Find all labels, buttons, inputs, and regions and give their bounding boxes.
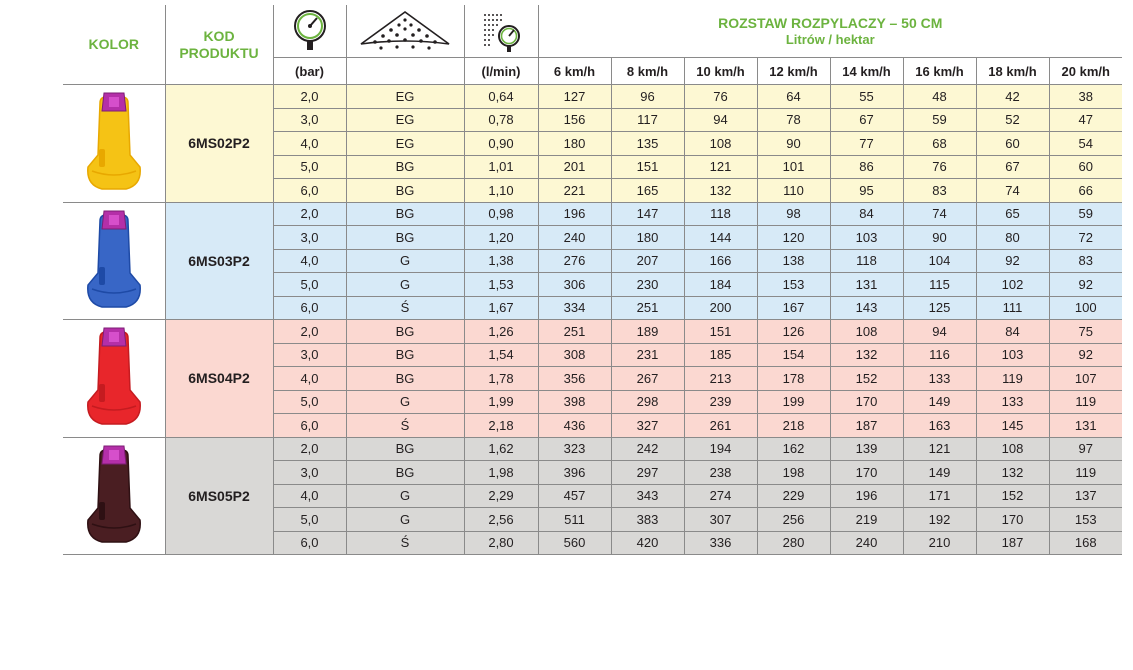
rate-value: 240 — [538, 226, 611, 250]
rate-value: 187 — [830, 414, 903, 438]
rate-value: 126 — [757, 320, 830, 344]
rate-value: 84 — [976, 320, 1049, 344]
rate-value: 83 — [1049, 249, 1122, 273]
pressure-gauge-icon — [293, 9, 327, 53]
rate-value: 118 — [684, 202, 757, 226]
pressure-value: 4,0 — [273, 484, 346, 508]
rate-value: 199 — [757, 390, 830, 414]
rate-value: 83 — [903, 179, 976, 203]
pressure-value: 3,0 — [273, 343, 346, 367]
rate-value: 170 — [830, 461, 903, 485]
nozzle-image-cell — [63, 320, 165, 438]
speed-header: 8 km/h — [611, 58, 684, 85]
rate-value: 153 — [757, 273, 830, 297]
rate-value: 251 — [611, 296, 684, 320]
rate-value: 180 — [611, 226, 684, 250]
rate-value: 120 — [757, 226, 830, 250]
droplet-class: EG — [346, 132, 464, 156]
rate-value: 154 — [757, 343, 830, 367]
pressure-header — [273, 5, 346, 58]
rate-value: 67 — [976, 155, 1049, 179]
droplet-class: Ś — [346, 531, 464, 555]
rate-value: 117 — [611, 108, 684, 132]
rate-value: 187 — [976, 531, 1049, 555]
pressure-value: 4,0 — [273, 367, 346, 391]
rate-value: 121 — [684, 155, 757, 179]
rate-value: 167 — [757, 296, 830, 320]
droplet-class: BG — [346, 202, 464, 226]
rate-value: 133 — [976, 390, 1049, 414]
rate-value: 280 — [757, 531, 830, 555]
table-row — [63, 320, 1122, 344]
rate-value: 110 — [757, 179, 830, 203]
kod-header-line2: PRODUKTU — [179, 44, 259, 61]
table-row — [63, 437, 1122, 461]
rate-value: 42 — [976, 85, 1049, 109]
rate-value: 55 — [830, 85, 903, 109]
rate-value: 119 — [1049, 461, 1122, 485]
flow-value: 2,29 — [464, 484, 538, 508]
flow-value: 1,54 — [464, 343, 538, 367]
speed-header: 18 km/h — [976, 58, 1049, 85]
nozzle-image-cell — [63, 437, 165, 555]
product-code: 6MS02P2 — [165, 85, 273, 203]
rate-value: 104 — [903, 249, 976, 273]
pressure-value: 2,0 — [273, 85, 346, 109]
flow-value: 1,78 — [464, 367, 538, 391]
rate-value: 38 — [1049, 85, 1122, 109]
pressure-value: 6,0 — [273, 179, 346, 203]
rate-value: 297 — [611, 461, 684, 485]
pressure-value: 6,0 — [273, 531, 346, 555]
rate-value: 327 — [611, 414, 684, 438]
flow-value: 1,10 — [464, 179, 538, 203]
rate-value: 133 — [903, 367, 976, 391]
rate-value: 75 — [1049, 320, 1122, 344]
spray-pattern-icon — [355, 8, 455, 54]
flow-value: 0,90 — [464, 132, 538, 156]
pressure-value: 6,0 — [273, 414, 346, 438]
droplet-class: BG — [346, 367, 464, 391]
flow-value: 1,67 — [464, 296, 538, 320]
droplet-class: BG — [346, 461, 464, 485]
rate-value: 108 — [830, 320, 903, 344]
droplet-class: BG — [346, 226, 464, 250]
rate-value: 152 — [830, 367, 903, 391]
rate-value: 239 — [684, 390, 757, 414]
droplet-class: G — [346, 273, 464, 297]
nozzle-icon — [82, 324, 146, 432]
rate-value: 261 — [684, 414, 757, 438]
rate-value: 127 — [538, 85, 611, 109]
flow-rate-icon — [479, 9, 523, 53]
rate-value: 230 — [611, 273, 684, 297]
rate-value: 54 — [1049, 132, 1122, 156]
flow-value: 2,80 — [464, 531, 538, 555]
table-row — [63, 202, 1122, 226]
rate-value: 132 — [830, 343, 903, 367]
speed-header: 6 km/h — [538, 58, 611, 85]
rate-value: 94 — [903, 320, 976, 344]
flow-value: 0,78 — [464, 108, 538, 132]
kolor-header: KOLOR — [63, 5, 165, 85]
rate-value: 121 — [903, 437, 976, 461]
kod-header-line1: KOD — [203, 27, 235, 44]
rate-value: 162 — [757, 437, 830, 461]
rate-value: 115 — [903, 273, 976, 297]
flow-value: 0,64 — [464, 85, 538, 109]
droplet-class: EG — [346, 85, 464, 109]
rate-value: 60 — [1049, 155, 1122, 179]
rate-value: 74 — [903, 202, 976, 226]
rate-value: 138 — [757, 249, 830, 273]
rate-value: 396 — [538, 461, 611, 485]
flow-value: 1,20 — [464, 226, 538, 250]
rate-value: 251 — [538, 320, 611, 344]
rate-value: 65 — [976, 202, 1049, 226]
nozzle-image-cell — [63, 202, 165, 320]
rate-value: 152 — [976, 484, 1049, 508]
rate-value: 116 — [903, 343, 976, 367]
rate-value: 95 — [830, 179, 903, 203]
rate-value: 64 — [757, 85, 830, 109]
rate-value: 131 — [1049, 414, 1122, 438]
rate-value: 137 — [1049, 484, 1122, 508]
rate-value: 103 — [830, 226, 903, 250]
speed-header: 12 km/h — [757, 58, 830, 85]
rate-value: 170 — [976, 508, 1049, 532]
droplet-class: G — [346, 508, 464, 532]
rate-value: 189 — [611, 320, 684, 344]
rate-value: 76 — [903, 155, 976, 179]
flow-value: 1,01 — [464, 155, 538, 179]
rate-value: 240 — [830, 531, 903, 555]
rate-value: 343 — [611, 484, 684, 508]
product-code: 6MS03P2 — [165, 202, 273, 320]
unit-lmin: (l/min) — [464, 58, 538, 85]
rate-value: 86 — [830, 155, 903, 179]
rate-value: 149 — [903, 461, 976, 485]
rate-value: 47 — [1049, 108, 1122, 132]
rate-value: 171 — [903, 484, 976, 508]
rate-value: 135 — [611, 132, 684, 156]
flow-value: 1,99 — [464, 390, 538, 414]
rate-value: 267 — [611, 367, 684, 391]
rate-value: 125 — [903, 296, 976, 320]
droplet-class: Ś — [346, 296, 464, 320]
pressure-value: 5,0 — [273, 273, 346, 297]
rate-value: 60 — [976, 132, 1049, 156]
rate-value: 101 — [757, 155, 830, 179]
pressure-value: 2,0 — [273, 320, 346, 344]
rate-value: 256 — [757, 508, 830, 532]
speed-header: 10 km/h — [684, 58, 757, 85]
rate-value: 74 — [976, 179, 1049, 203]
rate-value: 308 — [538, 343, 611, 367]
rate-value: 178 — [757, 367, 830, 391]
flow-value: 1,26 — [464, 320, 538, 344]
pressure-value: 5,0 — [273, 390, 346, 414]
rate-value: 156 — [538, 108, 611, 132]
rate-value: 356 — [538, 367, 611, 391]
rate-value: 238 — [684, 461, 757, 485]
rate-value: 92 — [1049, 343, 1122, 367]
rate-value: 168 — [1049, 531, 1122, 555]
rate-value: 231 — [611, 343, 684, 367]
rate-value: 298 — [611, 390, 684, 414]
rate-value: 184 — [684, 273, 757, 297]
rate-value: 213 — [684, 367, 757, 391]
pressure-value: 4,0 — [273, 132, 346, 156]
droplet-class: BG — [346, 179, 464, 203]
rate-value: 218 — [757, 414, 830, 438]
pressure-value: 3,0 — [273, 226, 346, 250]
rate-value: 196 — [538, 202, 611, 226]
rate-value: 163 — [903, 414, 976, 438]
rate-value: 185 — [684, 343, 757, 367]
rate-value: 108 — [684, 132, 757, 156]
rate-value: 111 — [976, 296, 1049, 320]
rate-value: 144 — [684, 226, 757, 250]
rate-value: 242 — [611, 437, 684, 461]
rate-value: 102 — [976, 273, 1049, 297]
rate-value: 84 — [830, 202, 903, 226]
flow-value: 1,62 — [464, 437, 538, 461]
rate-value: 118 — [830, 249, 903, 273]
unit-spray — [346, 58, 464, 85]
droplet-class: BG — [346, 155, 464, 179]
rate-value: 119 — [976, 367, 1049, 391]
rate-value: 149 — [903, 390, 976, 414]
kod-produktu-header — [165, 5, 273, 85]
rate-value: 336 — [684, 531, 757, 555]
nozzle-image-cell — [63, 85, 165, 203]
pressure-value: 5,0 — [273, 508, 346, 532]
droplet-class: EG — [346, 108, 464, 132]
rate-value: 229 — [757, 484, 830, 508]
pressure-value: 4,0 — [273, 249, 346, 273]
rate-value: 132 — [976, 461, 1049, 485]
rate-value: 207 — [611, 249, 684, 273]
rate-value: 436 — [538, 414, 611, 438]
rate-value: 76 — [684, 85, 757, 109]
pressure-value: 3,0 — [273, 108, 346, 132]
droplet-class: Ś — [346, 414, 464, 438]
nozzle-flow-table — [63, 5, 1122, 555]
droplet-class: G — [346, 484, 464, 508]
rate-value: 92 — [976, 249, 1049, 273]
product-code: 6MS05P2 — [165, 437, 273, 555]
droplet-class: BG — [346, 320, 464, 344]
rate-value: 66 — [1049, 179, 1122, 203]
pressure-value: 3,0 — [273, 461, 346, 485]
rate-value: 219 — [830, 508, 903, 532]
rate-value: 78 — [757, 108, 830, 132]
rate-value: 306 — [538, 273, 611, 297]
droplet-class: G — [346, 390, 464, 414]
rate-value: 108 — [976, 437, 1049, 461]
rate-value: 274 — [684, 484, 757, 508]
droplet-class: G — [346, 249, 464, 273]
rate-value: 68 — [903, 132, 976, 156]
rate-value: 72 — [1049, 226, 1122, 250]
rate-value: 80 — [976, 226, 1049, 250]
rate-value: 221 — [538, 179, 611, 203]
rate-value: 170 — [830, 390, 903, 414]
pressure-value: 2,0 — [273, 202, 346, 226]
pressure-value: 2,0 — [273, 437, 346, 461]
rate-value: 334 — [538, 296, 611, 320]
rate-value: 192 — [903, 508, 976, 532]
rate-value: 90 — [903, 226, 976, 250]
nozzle-icon — [82, 89, 146, 197]
rate-value: 383 — [611, 508, 684, 532]
droplet-class: BG — [346, 343, 464, 367]
rate-value: 151 — [611, 155, 684, 179]
flow-value: 0,98 — [464, 202, 538, 226]
rate-value: 511 — [538, 508, 611, 532]
rate-value: 196 — [830, 484, 903, 508]
rozstaw-label: ROZSTAW ROZPYLACZY – 50 CM — [718, 15, 943, 31]
rate-value: 151 — [684, 320, 757, 344]
rate-value: 165 — [611, 179, 684, 203]
rate-value: 59 — [1049, 202, 1122, 226]
rate-value: 131 — [830, 273, 903, 297]
table-row — [63, 85, 1122, 109]
rate-value: 67 — [830, 108, 903, 132]
litrow-label: Litrów / hektar — [785, 32, 875, 47]
rate-value: 119 — [1049, 390, 1122, 414]
rate-value: 147 — [611, 202, 684, 226]
spacing-header — [538, 5, 1122, 58]
speed-header: 14 km/h — [830, 58, 903, 85]
rate-value: 166 — [684, 249, 757, 273]
speed-header: 16 km/h — [903, 58, 976, 85]
unit-bar: (bar) — [273, 58, 346, 85]
speed-header: 20 km/h — [1049, 58, 1122, 85]
flow-value: 1,98 — [464, 461, 538, 485]
flow-value: 2,18 — [464, 414, 538, 438]
rate-value: 103 — [976, 343, 1049, 367]
rate-value: 198 — [757, 461, 830, 485]
rate-value: 180 — [538, 132, 611, 156]
rate-value: 94 — [684, 108, 757, 132]
rate-value: 560 — [538, 531, 611, 555]
rate-value: 59 — [903, 108, 976, 132]
rate-value: 200 — [684, 296, 757, 320]
rate-value: 90 — [757, 132, 830, 156]
rate-value: 107 — [1049, 367, 1122, 391]
rate-value: 96 — [611, 85, 684, 109]
rate-value: 323 — [538, 437, 611, 461]
rate-value: 201 — [538, 155, 611, 179]
rate-value: 398 — [538, 390, 611, 414]
rate-value: 420 — [611, 531, 684, 555]
pressure-value: 6,0 — [273, 296, 346, 320]
rate-value: 92 — [1049, 273, 1122, 297]
rate-value: 97 — [1049, 437, 1122, 461]
rate-value: 194 — [684, 437, 757, 461]
product-code: 6MS04P2 — [165, 320, 273, 438]
rate-value: 100 — [1049, 296, 1122, 320]
flow-value: 1,38 — [464, 249, 538, 273]
droplet-class: BG — [346, 437, 464, 461]
rate-value: 52 — [976, 108, 1049, 132]
rate-value: 98 — [757, 202, 830, 226]
flow-value: 1,53 — [464, 273, 538, 297]
nozzle-icon — [82, 207, 146, 315]
rate-value: 145 — [976, 414, 1049, 438]
rate-value: 276 — [538, 249, 611, 273]
pressure-value: 5,0 — [273, 155, 346, 179]
spray-header — [346, 5, 464, 58]
rate-value: 132 — [684, 179, 757, 203]
rate-value: 139 — [830, 437, 903, 461]
rate-value: 210 — [903, 531, 976, 555]
rate-value: 77 — [830, 132, 903, 156]
flow-header — [464, 5, 538, 58]
rate-value: 153 — [1049, 508, 1122, 532]
rate-value: 307 — [684, 508, 757, 532]
rate-value: 457 — [538, 484, 611, 508]
nozzle-icon — [82, 442, 146, 550]
rate-value: 143 — [830, 296, 903, 320]
table-body — [63, 85, 1122, 555]
flow-value: 2,56 — [464, 508, 538, 532]
rate-value: 48 — [903, 85, 976, 109]
